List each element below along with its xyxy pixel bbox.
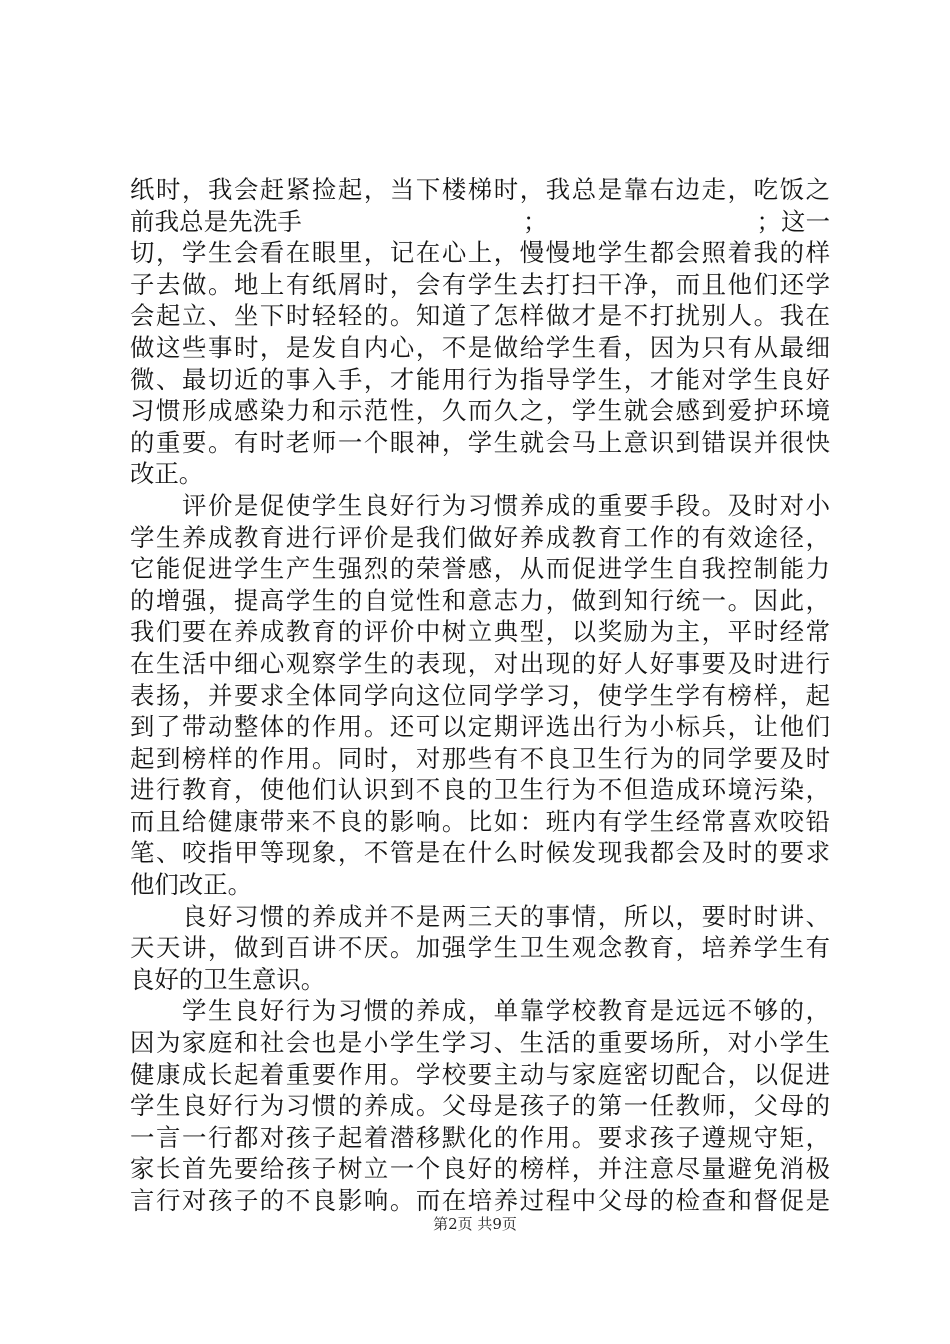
text-line: 学生养成教育进行评价是我们做好养成教育工作的有效途径， (130, 522, 830, 552)
text-line: 笔、咬指甲等现象，不管是在什么时候发现我都会及时的要求 (130, 838, 830, 868)
text-line: 家长首先要给孩子树立一个良好的榜样，并注意尽量避免消极 (130, 1154, 830, 1184)
text-line: 子去做。地上有纸屑时，会有学生去打扫干净，而且他们还学 (130, 269, 830, 299)
text-line: 改正。 (130, 459, 204, 489)
text-line: 前我总是先洗手 ； ；这一 (130, 206, 830, 236)
text-line: 评价是促使学生良好行为习惯养成的重要手段。及时对小 (130, 490, 830, 520)
text-line: 起到榜样的作用。同时，对那些有不良卫生行为的同学要及时 (130, 743, 830, 773)
text-line: 微、最切近的事入手，才能用行为指导学生，才能对学生良好 (130, 364, 830, 394)
text-line: 到了带动整体的作用。还可以定期评选出行为小标兵，让他们 (130, 712, 830, 742)
text-line: 的增强，提高学生的自觉性和意志力，做到知行统一。因此， (130, 585, 830, 615)
body-text (130, 174, 830, 1217)
text-line: 因为家庭和社会也是小学生学习、生活的重要场所，对小学生 (130, 1028, 830, 1058)
text-line: 做这些事时，是发自内心，不是做给学生看，因为只有从最细 (130, 332, 830, 362)
text-line: 学生良好行为习惯的养成，单靠学校教育是远远不够的， (130, 996, 830, 1026)
text-line: 它能促进学生产生强烈的荣誉感，从而促进学生自我控制能力 (130, 554, 830, 584)
text-line: 的重要。有时老师一个眼神，学生就会马上意识到错误并很快 (130, 427, 830, 457)
text-line: 学生良好行为习惯的养成。父母是孩子的第一任教师，父母的 (130, 1091, 830, 1121)
text-line: 表扬，并要求全体同学向这位同学学习，使学生学有榜样，起 (130, 680, 830, 710)
text-line: 进行教育，使他们认识到不良的卫生行为不但造成环境污染， (130, 775, 830, 805)
text-line: 习惯形成感染力和示范性，久而久之，学生就会感到爱护环境 (130, 396, 830, 426)
text-line: 在生活中细心观察学生的表现，对出现的好人好事要及时进行 (130, 648, 830, 678)
text-line: 切，学生会看在眼里，记在心上，慢慢地学生都会照着我的样 (130, 238, 830, 268)
text-line: 良好习惯的养成并不是两三天的事情，所以，要时时讲、 (130, 901, 830, 931)
text-line: 健康成长起着重要作用。学校要主动与家庭密切配合，以促进 (130, 1059, 830, 1089)
page-footer: 第2页 共9页 (433, 1215, 517, 1233)
text-line: 而且给健康带来不良的影响。比如：班内有学生经常喜欢咬铅 (130, 806, 830, 836)
text-line: 会起立、坐下时轻轻的。知道了怎样做才是不打扰别人。我在 (130, 301, 830, 331)
text-line: 一言一行都对孩子起着潜移默化的作用。要求孩子遵规守矩， (130, 1122, 830, 1152)
text-line: 他们改正。 (130, 870, 252, 900)
text-line: 言行对孩子的不良影响。而在培养过程中父母的检查和督促是 (130, 1186, 830, 1215)
text-line: 我们要在养成教育的评价中树立典型，以奖励为主，平时经常 (130, 617, 830, 647)
text-line: 良好的卫生意识。 (130, 964, 326, 994)
text-line: 纸时，我会赶紧捡起，当下楼梯时，我总是靠右边走，吃饭之 (130, 175, 830, 204)
text-line: 天天讲，做到百讲不厌。加强学生卫生观念教育，培养学生有 (130, 933, 830, 963)
